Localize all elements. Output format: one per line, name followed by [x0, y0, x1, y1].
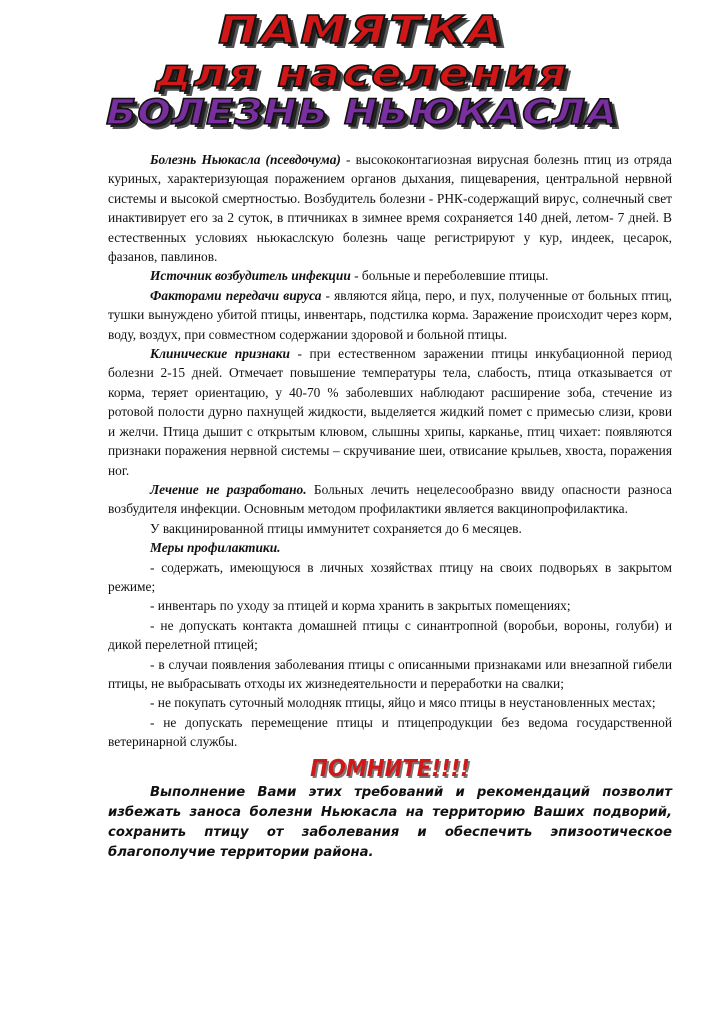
paragraph-transmission [108, 286, 672, 344]
paragraph-treatment [108, 480, 672, 519]
measure-item: - в случаи появления заболевания птицы с описанными признаками или внезапной гибели птицы, не выбрасывать отходы их жизнедеятельности и переработки на свалки; [108, 656, 672, 691]
measure-item: - инвентарь по уходу за птицей и корма хранить в закрытых помещениях; [150, 598, 571, 614]
term-source: Источник возбудитель инфекции [150, 268, 351, 284]
symptoms-text: - при естественном заражении птицы инкубационной период болезни 2-15 дней. Отмечает повышение температуры тела, слабость, птица отказывается от корма, теряет ориентацию, у 40-70 % заболевших наблюдают расширение зоба, стечение из ротовой полости дурно пахнущей жидкости, выделяется жидкий помет с примесью слизи, крови и желчи. Птица дышит с открытым клювом, слышны хрипы, карканье, птиц чихает: появляются признаки поражения нервной системы – скручивание шеи, отвисание крыльев, хвоста, поражения ног. [108, 346, 672, 478]
transmission-text: - являются яйца, перо, и пух, полученные от больных птиц, тушки вынуждено убитой птицы, инвентарь, подстилка корма. Заражение происходит через корм, воду, воздух, при совместном содержании здоровой и больной птицы. [108, 287, 672, 342]
measure-item: - не допускать контакта домашней птицы с синантропной (воробьи, вороны, голуби) и дикой перелетной птицей; [108, 617, 672, 653]
paragraph-prevention-heading [108, 538, 672, 557]
source-text: - больные и переболевшие птицы. [350, 268, 549, 284]
paragraph-symptoms [108, 344, 672, 480]
paragraph-source [108, 266, 672, 285]
term-transmission: Факторами передачи вируса [150, 287, 322, 303]
measure-item: - содержать, имеющуюся в личных хозяйствах птицу на своих подворьях в закрытом режиме; [108, 559, 672, 594]
term-newcastle: Болезнь Ньюкасла (псевдочума) [150, 152, 341, 167]
title-newcastle-disease: БОЛЕЗНЬ НЬЮКАСЛА [106, 93, 618, 133]
paragraph-definition [108, 150, 672, 266]
title-for-population: для населения [155, 52, 569, 95]
document-body [108, 150, 672, 863]
title-memo: ПАМЯТКА [218, 8, 506, 52]
term-treatment: Лечение не разработано. [150, 481, 307, 497]
final-notice: Выполнение Вами этих требований и рекомендаций позволит избежать заноса болезни Ньюкасла на территорию Ваших подворий, сохранить птицу от заболевания и обеспечить эпизоотическое благополучие территории района. [108, 785, 672, 860]
paragraph-immunity: У вакцинированной птицы иммунитет сохраняется до 6 месяцев. [150, 520, 522, 536]
treatment-text: Больных лечить нецелесообразно ввиду опасности разноса возбудителя инфекции. Основным методом профилактики является вакцинопрофилактика. [108, 481, 672, 517]
term-prevention: Меры профилактики. [150, 540, 281, 556]
measure-item: - не покупать суточный молодняк птицы, яйцо и мясо птицы в неустановленных местах; [150, 695, 656, 711]
term-symptoms: Клинические признаки [150, 346, 290, 362]
definition-text: - высококонтагиозная вирусная болезнь птиц из отряда куриных, характеризующая поражением органов дыхания, пищеварения, центральной нервной системы и высокой смертностью. Возбудитель болезни - РНК-содержащий вирус, солнечный свет инактивирует его за 2 суток, в птичниках в зимнее время сохраняется 140 дней, летом- 7 дней. В естественных условиях ньюкаслскую болезнь чаще регистрируют у кур, индеек, цесарок, фазанов, павлинов. [108, 152, 672, 265]
measure-item: - не допускать перемещение птицы и птицепродукции без ведома государственной ветеринарной службы. [108, 714, 672, 750]
remember-heading: ПОМНИТЕ!!!! [310, 755, 470, 782]
